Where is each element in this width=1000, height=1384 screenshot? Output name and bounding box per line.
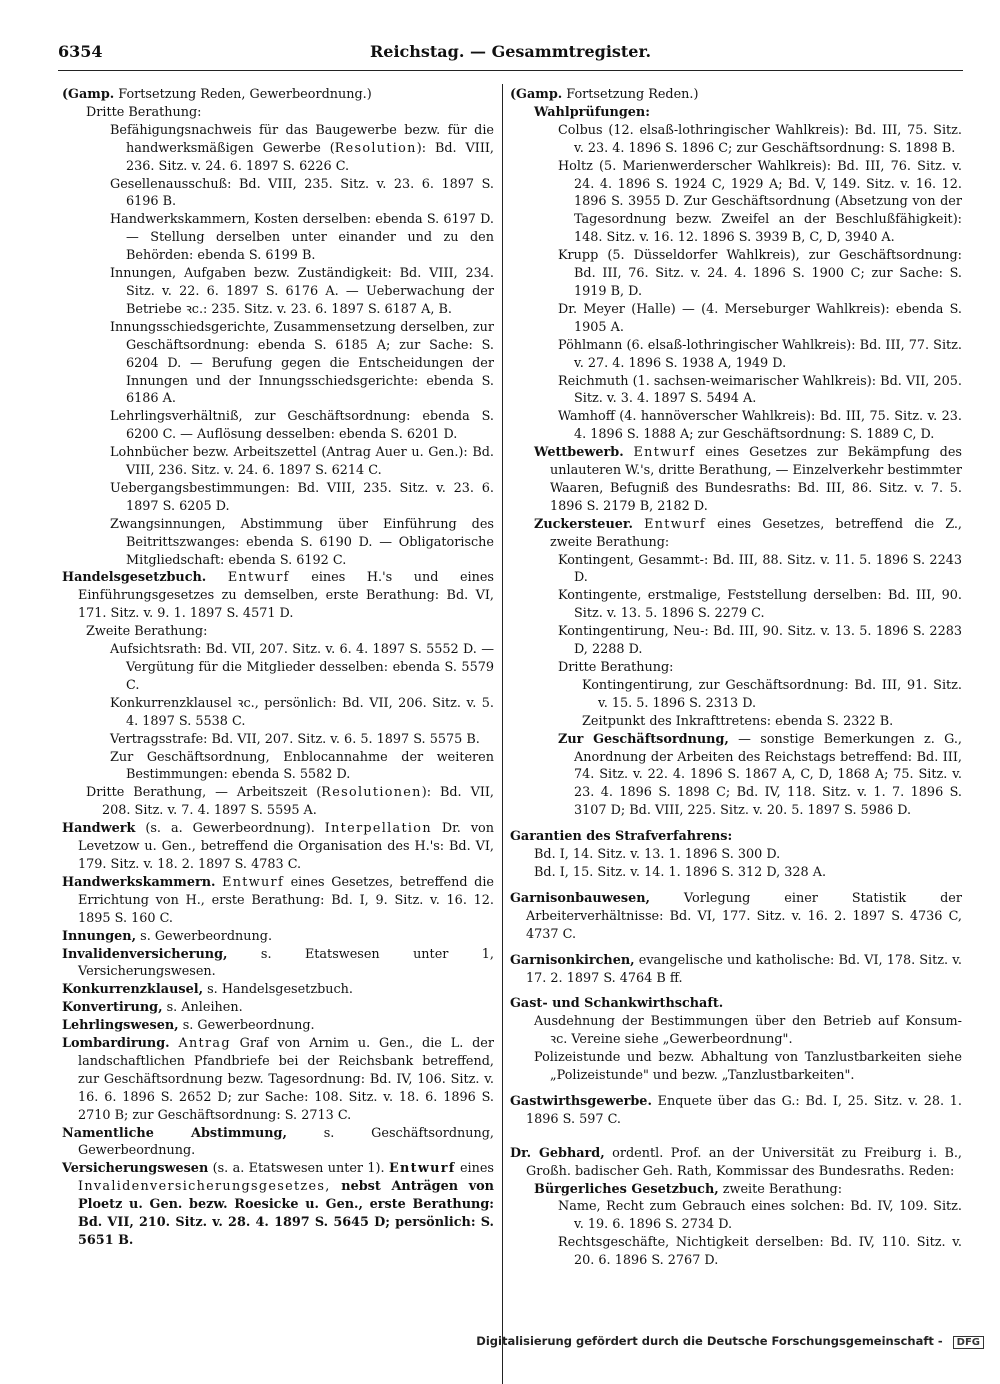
index-entry [62,731,494,749]
index-entry [62,480,494,516]
entry-text: eines Gesetzes, betreffend die Z., zweite Berathung: [550,516,962,550]
entry-text: Vertragsstrafe: Bd. VII, 207. Sitz. v. 6. 5. 1897 S. 5575 B. [110,731,480,747]
index-entry [510,1234,962,1270]
index-entry [62,444,494,480]
entry-keyword: Garnisonbauwesen, [510,890,650,906]
entry-text: Vorlegung einer Statistik der Arbeiterverhältnisse: Bd. VI, 177. Sitz. v. 16. 2. 1897 S. 4736 C, 4737 C. [526,890,962,942]
entry-text: Innungsschiedsgerichte, Zusammensetzung derselben, zur Geschäftsordnung: ebenda S. 6185 A; zur Sache: S. 6204 D. — Berufung gegen die Entscheidungen der Innungen und der Innungsschiedsgerichte: ebenda S. 6186 A. [110,319,494,407]
index-entry [510,1198,962,1234]
entry-text: s. Etatswesen unter 1, Versicherungswesen. [78,946,494,980]
index-entry [62,319,494,409]
header-rule [58,70,963,71]
entry-text: Holtz (5. Marienwerderscher Wahlkreis): Bd. III, 76. Sitz. v. 24. 4. 1896 S. 1924 C, 1929 A; Bd. V, 149. Sitz. v. 16. 12. 1896 S. 3955 D. Zur Geschäftsordnung (Absetzung von der Tagesordnung bezw. Zweifel an der Beschlußfähigkeit): 148. Sitz. v. 16. 12. 1896 S. 3939 B, C, D, 3940 A. [558,158,962,246]
left-column [62,86,494,1250]
entry-text: Konkurrenzklausel ꝛc., persönlich: Bd. VII, 206. Sitz. v. 5. 4. 1897 S. 5538 C. [110,695,494,729]
entry-keyword: Invalidenversicherung, [62,946,228,962]
entry-text: (s. a. Gewerbeordnung). [135,821,325,837]
entry-text: Kontingentirung, Neu-: Bd. III, 90. Sitz. v. 13. 5. 1896 S. 2283 D, 2288 D. [558,624,962,658]
index-entry [510,1181,962,1199]
index-entry [62,749,494,785]
index-entry [510,301,962,337]
index-entry [510,995,962,1013]
index-entry [510,659,962,677]
index-entry [510,444,962,516]
index-entry [510,713,962,731]
entry-text: Interpellation [324,821,432,837]
entry-keyword: Konvertirung, [62,1000,163,1016]
entry-text: Colbus (12. elsaß-lothringischer Wahlkreis): Bd. III, 75. Sitz. v. 23. 4. 1896 S. 1896 C; zur Geschäftsordnung: S. 1898 B. [558,122,962,156]
footer-text: Digitalisierung gefördert durch die Deutsche Forschungsgemeinschaft - [476,1334,943,1348]
index-entry [62,641,494,695]
index-entry [62,1035,494,1125]
index-entry [62,623,494,641]
entry-text: Lehrlingsverhältniß, zur Geschäftsordnung: ebenda S. 6200 C. — Auflösung desselben: ebenda S. 6201 D. [110,409,494,443]
index-entry [510,952,962,988]
entry-text: Zur Geschäftsordnung, Enblocannahme der weiteren Bestimmungen: ebenda S. 5582 D. [110,749,494,783]
column-divider [502,84,503,1384]
entry-keyword: (Gamp. [62,87,115,102]
entry-text: Kontingentirung, zur Geschäftsordnung: Bd. III, 91. Sitz. v. 15. 5. 1896 S. 2313 D. [582,677,962,711]
entry-text: Innungen, Aufgaben bezw. Zuständigkeit: Bd. VIII, 234. Sitz. v. 22. 6. 1897 S. 6176 A. — Ueberwachung der Betriebe ꝛc.: 235. Sitz. v. 23. 6. 1897 S. 6187 A, B. [110,266,494,317]
entry-text: Zweite Berathung: [86,624,208,640]
index-entry [510,1145,962,1181]
entry-keyword: Namentliche Abstimmung, [62,1125,287,1141]
index-entry [62,820,494,874]
entry-text: Dritte Berathung: [86,104,202,120]
index-entry [62,874,494,928]
index-entry [62,695,494,731]
entry-text: Entwurf [222,874,284,890]
entry-text: Aufsichtsrath: Bd. VII, 207. Sitz. v. 6. 4. 1897 S. 5552 D. — Vergütung für die Mitglieder desselben: ebenda S. 5579 C. [110,642,494,693]
entry-text [624,445,634,460]
index-entry [62,946,494,982]
entry-text: Uebergangsbestimmungen: Bd. VIII, 235. Sitz. v. 23. 6. 1897 S. 6205 D. [110,480,494,514]
entry-text: — sonstige Bemerkungen z. G., Anordnung der Arbeiten des Reichstags betreffend: Bd. III, 74. Sitz. v. 22. 4. 1896 S. 1867 A, C, D, 1868 A; 75. Sitz. v. 23. 4. 1896 S. 1898 C; Bd. IV, 118. Sitz. v. 1. 7. 1896 S. 3107 D; Bd. VIII, 225. Sitz. v. 20. 5. 1897 S. 5986 D. [574,731,962,819]
index-entry [510,337,962,373]
entry-text: zweite Berathung: [718,1181,843,1197]
index-entry [510,864,962,882]
entry-text: Enquete über das G.: Bd. I, 25. Sitz. v. 28. 1. 1896 S. 597 C. [526,1093,962,1127]
footer-credit [476,1334,984,1349]
entry-keyword: Versicherungswesen [62,1161,209,1177]
entry-text: Lohnbücher bezw. Arbeitszettel (Antrag Auer u. Gen.): Bd. VIII, 236. Sitz. v. 24. 6. 1897 S. 6214 C. [110,445,494,479]
index-entry [62,1125,494,1161]
entry-text: Dr. von Levetzow u. Gen., betreffend die Organisation des H.'s: Bd. VI, 179. Sitz. v. 18. 2. 1897 S. 4783 C. [78,821,494,872]
index-entry [62,999,494,1017]
index-entry [62,176,494,212]
index-entry [62,265,494,319]
entry-text: Entwurf [644,516,706,532]
index-entry [62,516,494,570]
entry-text [633,517,644,532]
index-entry [510,890,962,944]
index-entry [510,587,962,623]
index-entry [510,122,962,158]
entry-keyword: Gastwirthsgewerbe. [510,1093,652,1109]
index-entry [510,86,962,104]
entry-text: Resolutionen [321,785,422,801]
entry-text: Zwangsinnungen, Abstimmung über Einführung des Beitrittszwanges: ebenda S. 6190 D. — Obligatorische Mitgliedschaft: ebenda S. 6192 C. [110,516,494,568]
entry-text: Graf von Arnim u. Gen., die L. der landschaftlichen Pfandbriefe bei der Reichsbank betreffend, zur Geschäftsordnung bezw. Tagesordnung: Bd. IV, 106. Sitz. v. 16. 6. 1896 S. 2652 D; zur Sache: 108. Sitz. v. 18. 6. 1896 S. 2710 B; zur Geschäftsordnung: S. 2713 C. [78,1036,494,1123]
entry-text: Dritte Berathung, — Arbeitszeit ( [86,785,322,801]
index-entry [62,569,494,623]
entry-keyword: Wahlprüfungen: [534,104,650,120]
dfg-logo: DFG [953,1336,984,1349]
entry-text: Antrag [178,1036,231,1052]
entry-text: Rechtsgeschäfte, Nichtigkeit derselben: Bd. IV, 110. Sitz. v. 20. 6. 1896 S. 2767 D. [558,1235,962,1269]
entry-keyword: Gast- und Schankwirthschaft. [510,996,724,1012]
entry-text: Dr. Meyer (Halle) — (4. Merseburger Wahlkreis): ebenda S. 1905 A. [558,301,962,335]
entry-keyword: Dr. Gebhard, [510,1145,605,1161]
entry-text: s. Geschäftsordnung, Gewerbeordnung. [78,1125,495,1159]
entry-text: evangelische und katholische: Bd. VI, 178. Sitz. v. 17. 2. 1897 S. 4764 B ff. [526,952,962,986]
entry-text: Befähigungsnachweis für das Baugewerbe bezw. für die handwerksmäßigen Gewerbe ( [110,122,494,156]
entry-keyword: Garnisonkirchen, [510,952,635,968]
entry-text: Name, Recht zum Gebrauch eines solchen: Bd. IV, 109. Sitz. v. 19. 6. 1896 S. 2734 D. [558,1199,962,1233]
entry-text: Kontingente, erstmalige, Feststellung derselben: Bd. III, 90. Sitz. v. 13. 5. 1896 S. 2279 C. [558,588,962,622]
entry-keyword: Innungen, [62,928,137,944]
index-entry [510,1049,962,1085]
index-entry [62,122,494,176]
entry-text: s. Gewerbeordnung. [136,928,273,944]
index-entry [62,981,494,999]
index-entry [510,846,962,864]
entry-text: Fortsetzung Reden, Gewerbeordnung.) [114,87,372,102]
index-entry [510,1093,962,1129]
entry-text: Zeitpunkt des Inkrafttretens: ebenda S. 2322 B. [582,713,894,729]
entry-text: ordentl. Prof. an der Universität zu Freiburg i. B., Großh. badischer Geh. Rath, Kommissar des Bundesraths. Reden: [526,1145,962,1179]
index-entry [510,104,962,122]
entry-text: Wamhoff (4. hannöverscher Wahlkreis): Bd. III, 75. Sitz. v. 23. 4. 1896 S. 1888 A; zur Geschäftsordnung: S. 1889 C, D. [558,409,962,443]
index-entry [62,784,494,820]
entry-text: Kontingent, Gesammt-: Bd. III, 88. Sitz. v. 11. 5. 1896 S. 2243 D. [558,552,962,586]
entry-text: Krupp (5. Düsseldorfer Wahlkreis), zur Geschäftsordnung: Bd. III, 76. Sitz. v. 24. 4. 1896 S. 1900 C; zur Sache: S. 1919 B, D. [558,248,962,299]
entry-text: Gesellenausschuß: Bd. VIII, 235. Sitz. v. 23. 6. 1897 S. 6196 B. [110,176,494,210]
entry-text: Bd. I, 14. Sitz. v. 13. 1. 1896 S. 300 D. [534,847,781,863]
index-entry [510,828,962,846]
entry-text: eines [455,1161,494,1177]
index-entry [510,623,962,659]
index-entry [62,1160,494,1250]
entry-text: Entwurf [633,445,696,461]
entry-text: s. Handelsgesetzbuch. [203,982,353,998]
index-entry [62,1017,494,1035]
entry-text: s. Gewerbeordnung. [178,1018,315,1034]
entry-keyword: Entwurf [388,1161,456,1177]
right-column [510,86,962,1270]
entry-keyword: (Gamp. [510,87,563,102]
entry-keyword: Bürgerliches Gesetzbuch, [534,1181,719,1197]
index-entry [510,677,962,713]
entry-keyword: Wettbewerb. [534,445,624,461]
index-entry [62,211,494,265]
entry-text: ): Bd. VII, 208. Sitz. v. 7. 4. 1897 S. 5595 A. [102,785,495,819]
index-entry [510,516,962,552]
index-entry [62,104,494,122]
entry-keyword: Lombardirung. [62,1036,170,1052]
index-entry [62,86,494,104]
entry-keyword: Zur Geschäftsordnung, [558,731,729,747]
page-number: 6354 [58,42,103,61]
entry-text: Reichmuth (1. sachsen-weimarischer Wahlkreis): Bd. VII, 205. Sitz. v. 3. 4. 1897 S. 5494 A. [558,373,962,407]
index-entry [510,731,962,821]
index-entry [510,408,962,444]
entry-text: ): Bd. VIII, 236. Sitz. v. 24. 6. 1897 S. 6226 C. [126,140,494,174]
index-entry [62,928,494,946]
entry-text: Polizeistunde und bezw. Abhaltung von Tanzlustbarkeiten siehe „Polizeistunde" und bezw. „Tanzlustbarkeiten". [534,1050,962,1084]
entry-text: Fortsetzung Reden.) [562,87,699,102]
index-entry [510,158,962,248]
page-header [58,42,963,68]
entry-text: Dritte Berathung: [558,660,674,675]
index-entry [510,247,962,301]
entry-keyword: Handwerk [62,821,136,837]
entry-keyword: Garantien des Strafverfahrens: [510,829,733,845]
entry-text: Ausdehnung der Bestimmungen über den Betrieb auf Konsum- ꝛc. Vereine siehe „Gewerbeordnung". [534,1014,962,1048]
entry-keyword: Handwerkskammern. [62,874,216,890]
entry-text: eines H.'s und eines Einführungsgesetzes zu demselben, erste Berathung: Bd. VI, 171. Sitz. v. 9. 1. 1897 S. 4571 D. [78,570,494,622]
entry-keyword: Konkurrenzklausel, [62,982,204,998]
index-entry [510,552,962,588]
page-title: Reichstag. — Gesammtregister. [369,42,652,61]
entry-text: eines Gesetzes zur Bekämpfung des unlauteren W.'s, dritte Berathung, — Einzelverkehr bestimmter Waaren, Befugniß des Bundesraths: Bd. III, 86. Sitz. v. 7. 5. 1896 S. 2179 B, 2182 D. [550,445,962,514]
entry-keyword: Handelsgesetzbuch. [62,570,207,586]
entry-text: (s. a. Etatswesen unter 1). [208,1161,389,1177]
entry-text: Resolution [334,140,417,156]
entry-text: Handwerkskammern, Kosten derselben: ebenda S. 6197 D. — Stellung derselben unter einander und zu den Behörden: ebenda S. 6199 B. [110,212,494,264]
entry-keyword: nebst Anträgen von Ploetz u. Gen. bezw. Roesicke u. Gen., erste Berathung: Bd. VII, 210. Sitz. v. 28. 4. 1897 S. 5645 D; persönlich: S. 5651 B. [78,1179,494,1248]
entry-text: Invalidenversicherungsgesetzes, [78,1179,331,1195]
entry-text: Entwurf [227,570,290,586]
entry-text: s. Anleihen. [162,1000,243,1016]
entry-text: eines Gesetzes, betreffend die Errichtung von H., erste Berathung: Bd. I, 9. Sitz. v. 16. 12. 1895 S. 160 C. [78,874,494,926]
entry-keyword: Zuckersteuer. [534,516,633,532]
entry-text [206,570,228,585]
index-entry [510,373,962,409]
index-entry [62,408,494,444]
entry-text: Pöhlmann (6. elsaß-lothringischer Wahlkreis): Bd. III, 77. Sitz. v. 27. 4. 1896 S. 1938 A, 1949 D. [558,337,962,371]
entry-text: Bd. I, 15. Sitz. v. 14. 1. 1896 S. 312 D, 328 A. [534,864,827,880]
index-entry [510,1013,962,1049]
entry-keyword: Lehrlingswesen, [62,1018,179,1034]
